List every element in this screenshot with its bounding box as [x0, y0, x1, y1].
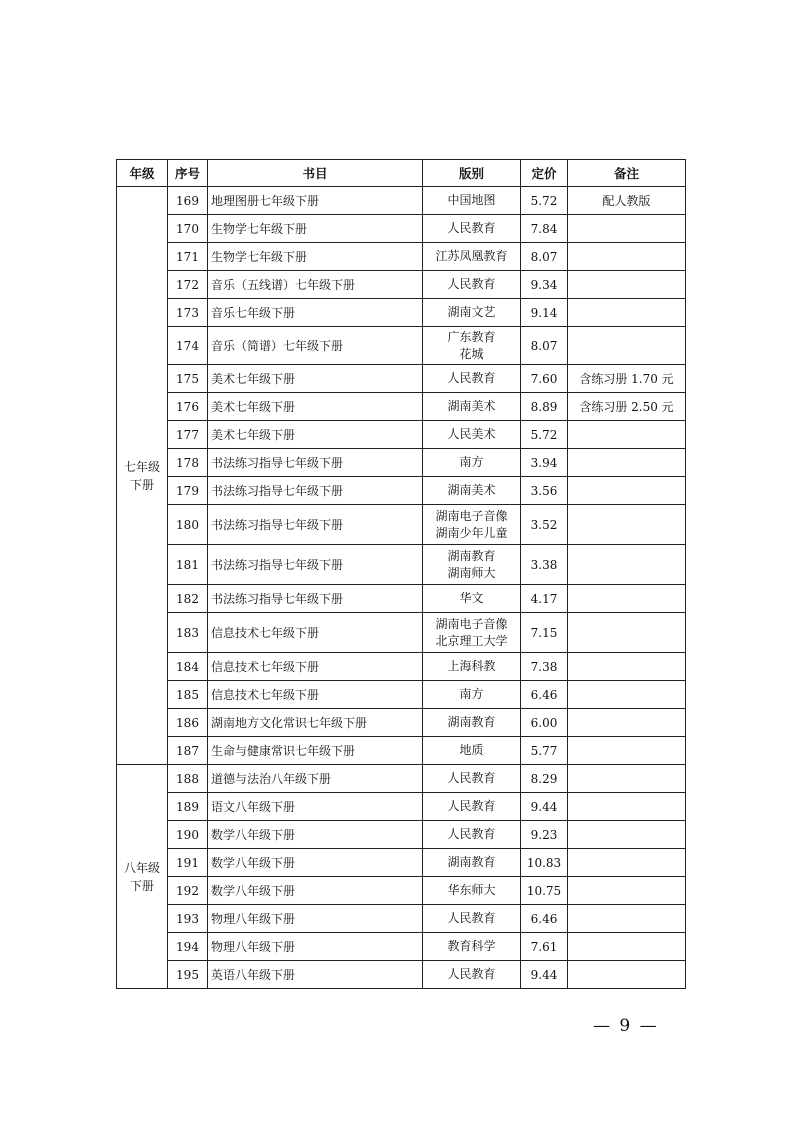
publisher-line: 教育科学	[447, 939, 496, 953]
note-cell	[568, 585, 686, 613]
title-cell: 湖南地方文化常识七年级下册	[208, 709, 423, 737]
table-row	[117, 737, 686, 765]
price-cell: 6.46	[521, 905, 568, 933]
publisher-cell	[423, 737, 521, 765]
note-cell: 配人教版	[568, 187, 686, 215]
title-cell: 道德与法治八年级下册	[208, 765, 423, 793]
note-cell	[568, 905, 686, 933]
title-cell: 信息技术七年级下册	[208, 653, 423, 681]
seq-cell: 171	[168, 243, 208, 271]
title-cell: 书法练习指导七年级下册	[208, 585, 423, 613]
publisher-cell	[423, 613, 521, 653]
title-cell: 美术七年级下册	[208, 365, 423, 393]
title-cell: 美术七年级下册	[208, 393, 423, 421]
publisher-cell	[423, 327, 521, 365]
publisher-line: 中国地图	[447, 193, 496, 207]
price-cell: 5.72	[521, 187, 568, 215]
seq-cell: 195	[168, 961, 208, 989]
table-row	[117, 421, 686, 449]
seq-cell: 175	[168, 365, 208, 393]
publisher-line: 湖南美术	[447, 483, 496, 497]
title-cell: 数学八年级下册	[208, 821, 423, 849]
title-cell: 书法练习指导七年级下册	[208, 505, 423, 545]
publisher-line: 湖南教育	[447, 548, 496, 563]
publisher-cell	[423, 187, 521, 215]
publisher-line: 湖南电子音像	[435, 508, 508, 523]
note-cell	[568, 299, 686, 327]
note-cell	[568, 271, 686, 299]
note-cell	[568, 449, 686, 477]
price-cell: 3.38	[521, 545, 568, 585]
price-cell: 7.60	[521, 365, 568, 393]
table-row	[117, 449, 686, 477]
publisher-cell	[423, 421, 521, 449]
table-row	[117, 299, 686, 327]
table-row	[117, 187, 686, 215]
seq-cell: 194	[168, 933, 208, 961]
title-cell: 音乐（简谱）七年级下册	[208, 327, 423, 365]
seq-cell: 186	[168, 709, 208, 737]
publisher-cell	[423, 905, 521, 933]
publisher-cell	[423, 709, 521, 737]
publisher-cell	[423, 299, 521, 327]
header-price: 定价	[521, 160, 568, 187]
seq-cell: 178	[168, 449, 208, 477]
table-row	[117, 765, 686, 793]
table-row	[117, 849, 686, 877]
price-cell: 7.15	[521, 613, 568, 653]
table-row	[117, 933, 686, 961]
publisher-cell	[423, 545, 521, 585]
publisher-line: 北京理工大学	[435, 633, 508, 648]
title-cell: 美术七年级下册	[208, 421, 423, 449]
publisher-cell	[423, 681, 521, 709]
price-cell: 3.52	[521, 505, 568, 545]
seq-cell: 184	[168, 653, 208, 681]
publisher-line: 南方	[459, 687, 484, 701]
note-cell	[568, 653, 686, 681]
note-cell	[568, 505, 686, 545]
note-cell	[568, 877, 686, 905]
table-row	[117, 215, 686, 243]
title-cell: 地理图册七年级下册	[208, 187, 423, 215]
price-cell: 4.17	[521, 585, 568, 613]
title-cell: 信息技术七年级下册	[208, 681, 423, 709]
seq-cell: 172	[168, 271, 208, 299]
publisher-cell	[423, 243, 521, 271]
seq-cell: 176	[168, 393, 208, 421]
table-row	[117, 271, 686, 299]
publisher-cell	[423, 505, 521, 545]
publisher-line: 湖南电子音像	[435, 616, 508, 631]
note-cell	[568, 709, 686, 737]
header-publisher: 版别	[423, 160, 521, 187]
seq-cell: 193	[168, 905, 208, 933]
textbook-price-table	[116, 159, 686, 989]
title-cell: 生物学七年级下册	[208, 215, 423, 243]
publisher-line: 人民教育	[447, 221, 496, 235]
publisher-line: 人民教育	[447, 277, 496, 291]
table-body	[117, 187, 686, 989]
publisher-line: 人民教育	[447, 771, 496, 785]
note-cell	[568, 933, 686, 961]
publisher-line: 上海科教	[447, 659, 496, 673]
price-cell: 8.29	[521, 765, 568, 793]
header-note: 备注	[568, 160, 686, 187]
title-cell: 音乐七年级下册	[208, 299, 423, 327]
note-cell	[568, 681, 686, 709]
note-cell: 含练习册 1.70 元	[568, 365, 686, 393]
publisher-cell	[423, 961, 521, 989]
note-cell	[568, 613, 686, 653]
price-cell: 7.61	[521, 933, 568, 961]
title-cell: 书法练习指导七年级下册	[208, 477, 423, 505]
note-cell	[568, 243, 686, 271]
seq-cell: 182	[168, 585, 208, 613]
publisher-cell	[423, 449, 521, 477]
table-row	[117, 505, 686, 545]
publisher-line: 湖南教育	[447, 855, 496, 869]
table-row	[117, 545, 686, 585]
publisher-cell	[423, 793, 521, 821]
price-cell: 10.75	[521, 877, 568, 905]
seq-cell: 170	[168, 215, 208, 243]
price-cell: 9.44	[521, 793, 568, 821]
table-row	[117, 877, 686, 905]
table-row	[117, 477, 686, 505]
publisher-cell	[423, 821, 521, 849]
publisher-line: 人民教育	[447, 371, 496, 385]
seq-cell: 179	[168, 477, 208, 505]
note-cell: 含练习册 2.50 元	[568, 393, 686, 421]
publisher-line: 江苏凤凰教育	[435, 249, 508, 263]
publisher-line: 湖南文艺	[447, 305, 496, 319]
publisher-cell	[423, 215, 521, 243]
publisher-cell	[423, 477, 521, 505]
publisher-cell	[423, 271, 521, 299]
seq-cell: 191	[168, 849, 208, 877]
grade-cell: 八年级 下册	[117, 765, 168, 989]
table-row	[117, 243, 686, 271]
price-cell: 3.94	[521, 449, 568, 477]
note-cell	[568, 477, 686, 505]
table-row	[117, 961, 686, 989]
header-title: 书目	[208, 160, 423, 187]
publisher-line: 华文	[459, 591, 484, 605]
seq-cell: 183	[168, 613, 208, 653]
note-cell	[568, 849, 686, 877]
seq-cell: 173	[168, 299, 208, 327]
title-cell: 音乐（五线谱）七年级下册	[208, 271, 423, 299]
title-cell: 物理八年级下册	[208, 905, 423, 933]
price-cell: 6.46	[521, 681, 568, 709]
publisher-cell	[423, 393, 521, 421]
header-seq: 序号	[168, 160, 208, 187]
table-row	[117, 821, 686, 849]
price-cell: 5.72	[521, 421, 568, 449]
grade-cell: 七年级 下册	[117, 187, 168, 765]
publisher-line: 人民教育	[447, 967, 496, 981]
publisher-line: 华东师大	[447, 883, 496, 897]
table-row	[117, 793, 686, 821]
table-row	[117, 905, 686, 933]
table-row	[117, 653, 686, 681]
note-cell	[568, 737, 686, 765]
table-row	[117, 709, 686, 737]
table-row	[117, 613, 686, 653]
price-cell: 9.44	[521, 961, 568, 989]
table-header-row	[117, 160, 686, 187]
seq-cell: 187	[168, 737, 208, 765]
price-cell: 8.07	[521, 243, 568, 271]
publisher-cell	[423, 653, 521, 681]
price-cell: 6.00	[521, 709, 568, 737]
publisher-line: 湖南美术	[447, 399, 496, 413]
publisher-cell	[423, 585, 521, 613]
seq-cell: 192	[168, 877, 208, 905]
price-cell: 7.38	[521, 653, 568, 681]
note-cell	[568, 793, 686, 821]
publisher-line: 人民教育	[447, 799, 496, 813]
publisher-line: 人民美术	[447, 427, 496, 441]
publisher-line: 人民教育	[447, 911, 496, 925]
publisher-cell	[423, 877, 521, 905]
title-cell: 数学八年级下册	[208, 849, 423, 877]
page-number: — 9 —	[593, 1016, 659, 1036]
publisher-cell	[423, 849, 521, 877]
publisher-line: 人民教育	[447, 827, 496, 841]
seq-cell: 189	[168, 793, 208, 821]
title-cell: 书法练习指导七年级下册	[208, 449, 423, 477]
price-cell: 10.83	[521, 849, 568, 877]
note-cell	[568, 215, 686, 243]
price-cell: 9.34	[521, 271, 568, 299]
title-cell: 信息技术七年级下册	[208, 613, 423, 653]
note-cell	[568, 545, 686, 585]
publisher-line: 湖南教育	[447, 715, 496, 729]
table-row	[117, 365, 686, 393]
header-grade: 年级	[117, 160, 168, 187]
note-cell	[568, 327, 686, 365]
publisher-line: 花城	[459, 346, 484, 361]
seq-cell: 181	[168, 545, 208, 585]
seq-cell: 188	[168, 765, 208, 793]
publisher-cell	[423, 365, 521, 393]
note-cell	[568, 421, 686, 449]
title-cell: 书法练习指导七年级下册	[208, 545, 423, 585]
publisher-line: 地质	[459, 743, 484, 757]
price-cell: 8.07	[521, 327, 568, 365]
seq-cell: 174	[168, 327, 208, 365]
table-row	[117, 681, 686, 709]
title-cell: 数学八年级下册	[208, 877, 423, 905]
price-cell: 5.77	[521, 737, 568, 765]
title-cell: 物理八年级下册	[208, 933, 423, 961]
publisher-cell	[423, 765, 521, 793]
title-cell: 语文八年级下册	[208, 793, 423, 821]
title-cell: 生物学七年级下册	[208, 243, 423, 271]
table-row	[117, 585, 686, 613]
seq-cell: 177	[168, 421, 208, 449]
publisher-line: 南方	[459, 455, 484, 469]
note-cell	[568, 765, 686, 793]
seq-cell: 169	[168, 187, 208, 215]
note-cell	[568, 821, 686, 849]
publisher-line: 广东教育	[447, 329, 496, 344]
seq-cell: 185	[168, 681, 208, 709]
title-cell: 英语八年级下册	[208, 961, 423, 989]
title-cell: 生命与健康常识七年级下册	[208, 737, 423, 765]
price-cell: 7.84	[521, 215, 568, 243]
price-cell: 8.89	[521, 393, 568, 421]
note-cell	[568, 961, 686, 989]
publisher-line: 湖南师大	[447, 565, 496, 580]
publisher-cell	[423, 933, 521, 961]
table-row	[117, 327, 686, 365]
publisher-line: 湖南少年儿童	[435, 525, 508, 540]
seq-cell: 180	[168, 505, 208, 545]
price-cell: 9.23	[521, 821, 568, 849]
table-row	[117, 393, 686, 421]
seq-cell: 190	[168, 821, 208, 849]
price-cell: 3.56	[521, 477, 568, 505]
price-cell: 9.14	[521, 299, 568, 327]
